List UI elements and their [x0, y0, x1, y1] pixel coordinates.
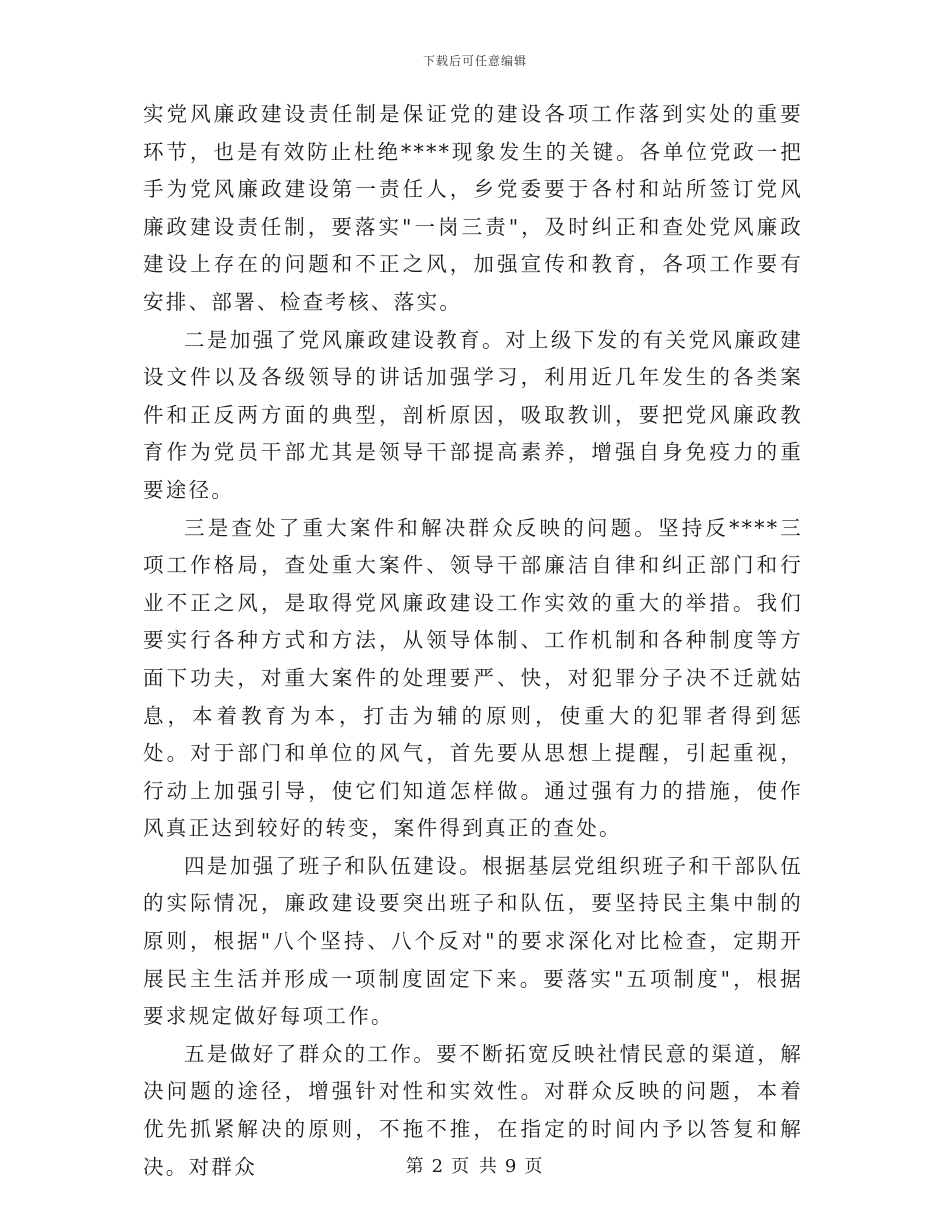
footer-suffix: 页	[524, 1156, 545, 1177]
current-page-number: 2	[431, 1156, 446, 1177]
page-header: 下载后可任意编辑	[422, 54, 527, 68]
total-page-number: 9	[504, 1156, 519, 1177]
paragraph-education: 二是加强了党风廉政建设教育。对上级下发的有关党风廉政建设文件以及各级领导的讲话加强学习，利用近几年发生的各类案件和正反两方面的典型，剖析原因，吸取教训，要把党风廉政教育作为党员干部尤其是领导干部提高素养，增强自身免疫力的重要途径。	[143, 327, 803, 502]
document-body	[143, 96, 803, 1186]
paragraph-continuation: 实党风廉政建设责任制是保证党的建设各项工作落到实处的重要环节，也是有效防止杜绝****现象发生的关键。各单位党政一把手为党风廉政建设第一责任人，乡党委要于各村和站所签订党风廉政建设责任制，要落实"一岗三责"，及时纠正和查处党风廉政建设上存在的问题和不正之风，加强宣传和教育，各项工作要有安排、部署、检查考核、落实。	[143, 102, 803, 314]
page-footer	[0, 1152, 950, 1178]
paragraph-team-building: 四是加强了班子和队伍建设。根据基层党组织班子和干部队伍的实际情况，廉政建设要突出班子和队伍，要坚持民主集中制的原则，根据"八个坚持、八个反对"的要求深化对比检查，定期开展民主生活并形成一项制度固定下来。要落实"五项制度"，根据要求规定做好每项工作。	[143, 853, 803, 1029]
paragraph-masses-work: 五是做好了群众的工作。要不断拓宽反映社情民意的渠道，解决问题的途径，增强针对性和实效性。对群众反映的问题，本着优先抓紧解决的原则，不拖不推，在指定的时间内予以答复和解决。对群众	[143, 1041, 803, 1179]
footer-prefix: 第	[405, 1156, 426, 1177]
paragraph-cases: 三是查处了重大案件和解决群众反映的问题。坚持反****三项工作格局，查处重大案件、领导干部廉洁自律和纠正部门和行业不正之风，是取得党风廉政建设工作实效的重大的举措。我们要实行各种方式和方法，从领导体制、工作机制和各种制度等方面下功夫，对重大案件的处理要严、快，对犯罪分子决不迁就姑息，本着教育为本，打击为辅的原则，使重大的犯罪者得到惩处。对于部门和单位的风气，首先要从思想上提醒，引起重视，行动上加强引导，使它们知道怎样做。通过强有力的措施，使作风真正达到较好的转变，案件得到真正的查处。	[143, 515, 803, 841]
footer-middle: 页 共	[451, 1156, 499, 1177]
